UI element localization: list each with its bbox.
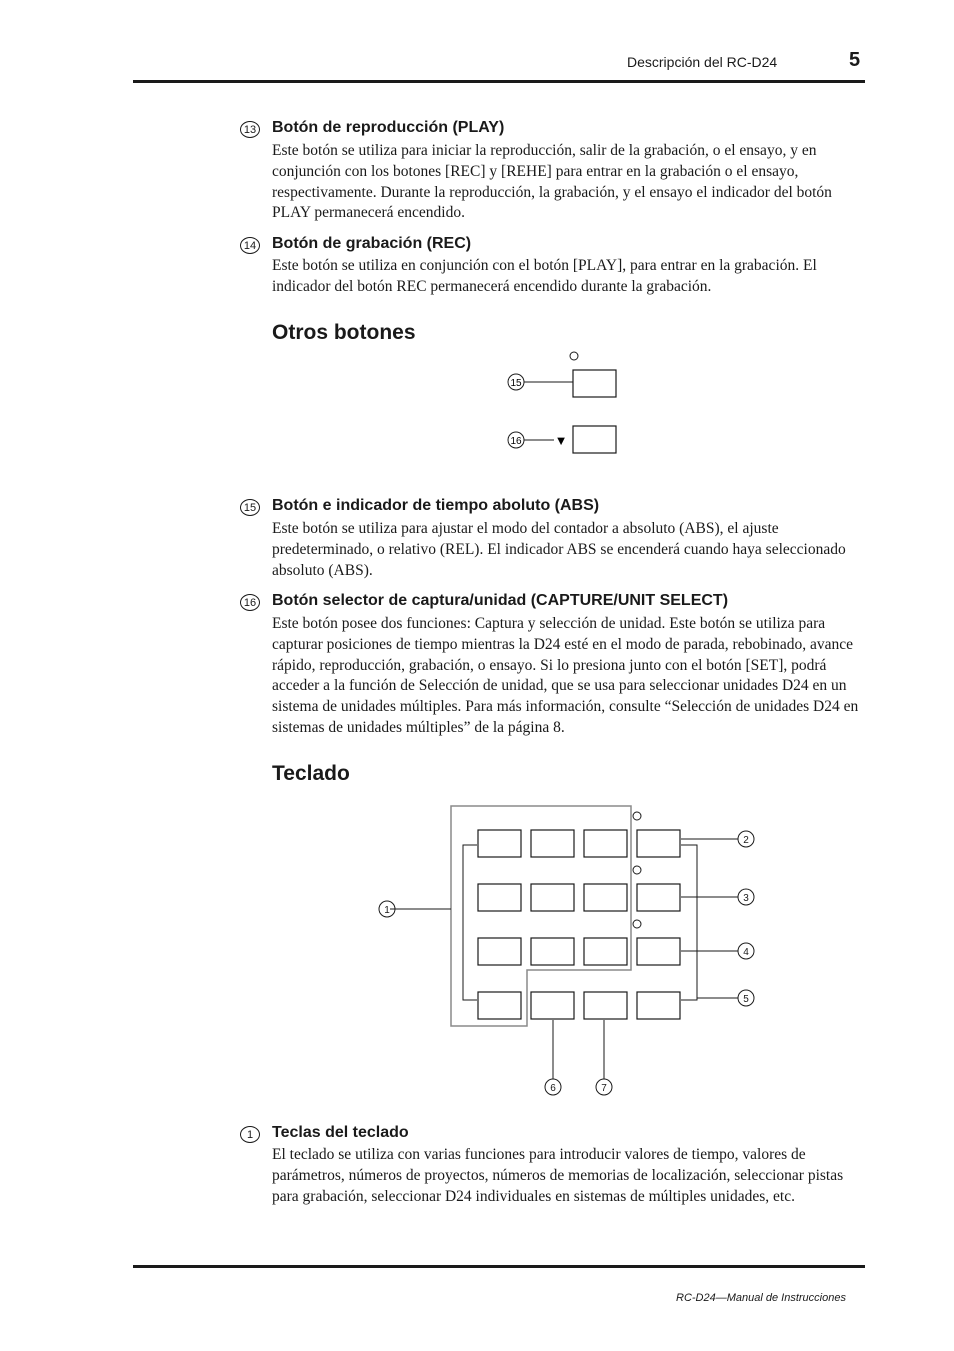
item-number-badge: 16 — [240, 594, 260, 611]
keypad-key — [584, 884, 627, 911]
section-heading: Teclado — [272, 762, 350, 785]
item-number-badge: 1 — [240, 1126, 260, 1143]
page-number: 5 — [849, 49, 861, 71]
item-description: Este botón posee dos funciones: Captura y selección de unidad. Este botón se utiliza para capturar posiciones de tiempo mientras la D24 esté en el modo de parada, rebobinado, avance rápido, reproducción, grabación, o ensayo. Si lo presiona junto con el botón [SET], podrá acceder a la función de Selección de unidad, que se usa para seleccionar unidades D24 en un sistema de unidades múltiples. Para más información, consulte “Selección de unidades D24 en sistemas de unidades múltiples” de la página 8. — [272, 615, 859, 736]
keypad-key — [478, 992, 521, 1019]
item-number-badge: 15 — [240, 499, 260, 516]
keypad-key — [531, 938, 574, 965]
item-title: Botón e indicador de tiempo aboluto (ABS) — [272, 497, 600, 514]
indicator-led — [633, 920, 641, 928]
keypad-key — [478, 938, 521, 965]
capture-unit-select-button — [573, 426, 616, 453]
callout-label: 7 — [601, 1083, 607, 1094]
item-number-badge: 14 — [240, 237, 260, 254]
keypad-key — [584, 992, 627, 1019]
keypad-key — [637, 992, 680, 1019]
callout-label: 1 — [384, 905, 390, 916]
down-arrow-icon: ▼ — [554, 433, 568, 448]
callout-label: 3 — [743, 893, 749, 904]
callout-label: 2 — [743, 835, 749, 846]
abs-button — [573, 370, 616, 397]
indicator-led — [633, 866, 641, 874]
item-number-badge: 13 — [240, 121, 260, 138]
keypad-bracket — [681, 845, 697, 1000]
keypad-key — [531, 830, 574, 857]
callout-label: 15 — [510, 378, 522, 389]
item-description: El teclado se utiliza con varias funciones para introducir valores de tiempo, valores de parámetros, números de proyectos, números de memorias de localización, seleccionar pistas para grabación, seleccionar D24 individuales en sistemas de múltiples unidades, etc. — [272, 1146, 844, 1205]
keypad-key — [584, 938, 627, 965]
keypad-key — [478, 884, 521, 911]
running-footer: RC-D24—Manual de Instrucciones — [676, 1292, 846, 1304]
callout-label: 6 — [550, 1083, 556, 1094]
keypad-key — [637, 884, 680, 911]
item-description: Este botón se utiliza en conjunción con el botón [PLAY], para entrar en la grabación. El indicador del botón REC permanecerá encendido durante la grabación. — [272, 257, 817, 295]
indicator-led — [633, 812, 641, 820]
footer-rule — [133, 1265, 865, 1268]
running-header: Descripción del RC-D24 — [627, 54, 778, 70]
item-description: Este botón se utiliza para iniciar la reproducción, salir de la grabación, o el ensayo, y en conjunción con los botones [REC] y [REHE] para entrar en la grabación o el ensayo, respectivamente. Durante la reproducción, la grabación, y el ensayo el indicador del botón PLAY permanecerá encendido. — [272, 142, 832, 222]
keypad-key — [478, 830, 521, 857]
other-buttons-diagram — [500, 345, 630, 460]
keypad-key — [637, 938, 680, 965]
callout-label: 4 — [743, 947, 749, 958]
section-heading: Otros botones — [272, 321, 416, 344]
keypad-key — [584, 830, 627, 857]
keypad-key — [531, 884, 574, 911]
item-title: Botón de reproducción (PLAY) — [272, 119, 505, 136]
item-title: Botón selector de captura/unidad (CAPTURE/UNIT SELECT) — [272, 592, 729, 609]
item-title: Teclas del teclado — [272, 1124, 409, 1141]
keypad-bracket — [463, 845, 477, 1000]
item-description: Este botón se utiliza para ajustar el modo del contador a absoluto (ABS), el ajuste predeterminado, o relativo (REL). El indicador ABS se encenderá cuando haya seleccionado absoluto (ABS). — [272, 520, 846, 579]
keypad-key — [531, 992, 574, 1019]
keypad-key — [637, 830, 680, 857]
header-rule — [133, 80, 865, 83]
abs-indicator-led — [570, 352, 578, 360]
keypad-diagram — [370, 800, 770, 1100]
callout-label: 16 — [510, 436, 522, 447]
callout-label: 5 — [743, 994, 749, 1005]
item-title: Botón de grabación (REC) — [272, 235, 472, 252]
